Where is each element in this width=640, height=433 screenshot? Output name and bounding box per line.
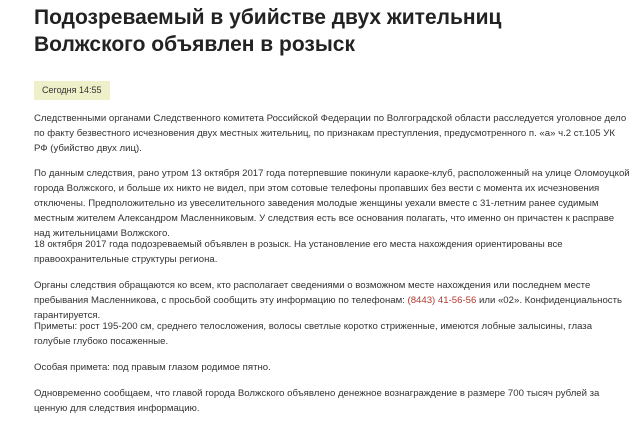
paragraph-investigation-details: По данным следствия, рано утром 13 октября 2017 года потерпевшие покинули караоке-клуб, расположенный на улице Оломоуцкой города Волжского, и больше их никто не видел, при этом сотовые телефоны пропавших без вести с момента их исчезновения отключены. Предположительно из увеселительного заведения молодые женщины уехали вместе с 31-летним ранее судимым местным жителем Александром Масленниковым. У следствия есть все основания полагать, что именно он причастен к расправе над жительницами Волжского. <box>34 168 630 239</box>
phone-link[interactable]: (8443) 41-56-56 <box>407 295 477 306</box>
article-title: Подозреваемый в убийстве двух жительниц Волжского объявлен в розыск <box>34 6 502 56</box>
date-badge: Сегодня 14:55 <box>34 81 110 100</box>
paragraph-case-opened: Следственными органами Следственного комитета Российской Федерации по Волгоградской области расследуется уголовное дело по факту безвестного исчезновения двух местных жительниц, по признакам преступления, предусмотренного п. «а» ч.2 ст.105 УК РФ (убийство двух лиц). <box>34 113 627 154</box>
paragraph-appeal <box>34 278 630 323</box>
paragraph-reward: Одновременно сообщаем, что главой города Волжского объявлено денежное вознаграждение в размере 700 тысяч рублей за ценную для следствия информацию. <box>34 388 600 414</box>
paragraph-description: Приметы: рост 195-200 см, среднего телосложения, волосы светлые коротко стриженные, имеются лобные залысины, глаза голубые глубоко посаженные. <box>34 321 593 347</box>
appeal-text: Органы следствия обращаются ко всем, кто располагает сведениями о возможном месте нахождения или последнем месте пребывания Масленникова, с просьбой сообщить эту информацию по телефонам: <box>34 280 591 306</box>
appeal-text-end: или «02». Конфиденциальность гарантируется. <box>34 295 622 321</box>
paragraph-wanted-announcement: 18 октября 2017 года подозреваемый объявлен в розыск. На установление его места нахождения ориентированы все правоохранительные структуры региона. <box>34 239 563 265</box>
paragraph-special-mark: Особая примета: под правым глазом родимое пятно. <box>34 362 271 373</box>
